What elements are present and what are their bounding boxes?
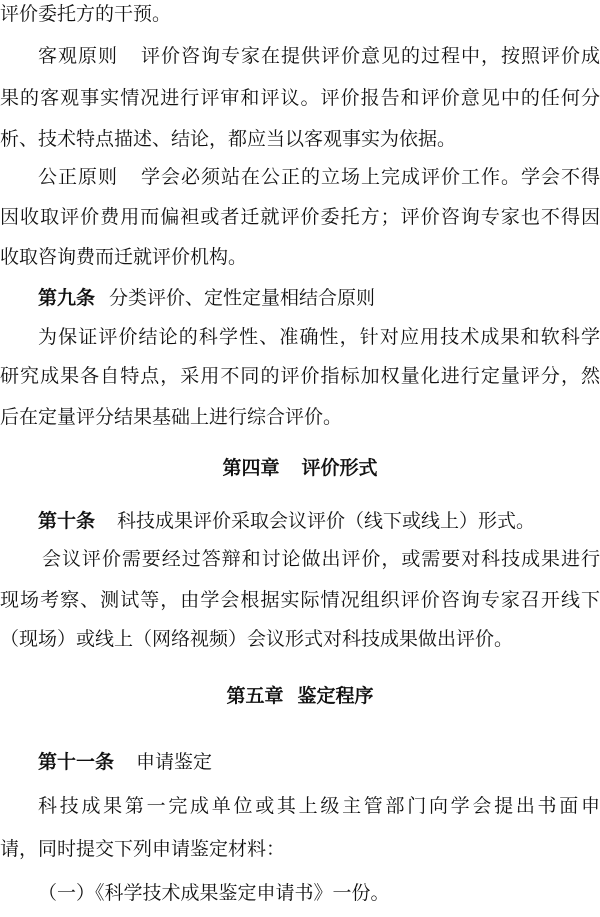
article-9-label: 第九条: [38, 287, 96, 309]
chapter-4-title: 评价形式: [301, 457, 378, 479]
article-11-line-2: 请，同时提交下列申请鉴定材料：: [0, 838, 286, 860]
objective-principle-label: 客观原则: [38, 45, 118, 67]
article-10-line-3: （现场）或线上（网络视频）会议形式对科技成果做出评价。: [0, 628, 514, 650]
chapter-5-number: 第五章: [226, 685, 284, 707]
article-10-line-2: 现场考察、测试等，由学会根据实际情况组织评价咨询专家召开线下: [0, 589, 600, 611]
chapter-5-heading: [0, 684, 600, 708]
article-10-heading: [0, 509, 600, 533]
fair-principle-line-2: 因收取评价费用而偏袒或者迁就评价委托方；评价咨询专家也不得因: [0, 206, 600, 228]
article-9-line-3: 后在定量评分结果基础上进行综合评价。: [0, 406, 343, 428]
article-9-title: 分类评价、定性定量相结合原则: [109, 287, 376, 309]
paragraph-line: 评价委托方的干预。: [0, 3, 172, 25]
article-9-line-1: 为保证评价结论的科学性、准确性，针对应用技术成果和软科学: [38, 326, 600, 348]
fair-principle-line-3: 收取咨询费而迁就评价机构。: [0, 246, 248, 268]
article-11-line-3: （一）《科学技术成果鉴定申请书》一份。: [38, 882, 390, 904]
article-11-heading: [0, 750, 600, 774]
article-11-title: 申请鉴定: [136, 751, 213, 773]
objective-principle-line-1: 客观原则 评价咨询专家在提供评价意见的过程中，按照评价成: [38, 45, 600, 67]
fair-principle-line-1: 公正原则 学会必须站在公正的立场上完成评价工作。学会不得: [38, 166, 600, 188]
fair-principle-label: 公正原则: [38, 166, 118, 188]
article-11-line-1: 科技成果第一完成单位或其上级主管部门向学会提出书面申: [38, 795, 600, 817]
objective-principle-line-3: 析、技术特点描述、结论，都应当以客观事实为依据。: [0, 128, 457, 150]
article-9-heading: [0, 286, 600, 310]
chapter-5-title: 鉴定程序: [297, 685, 374, 707]
article-11-label: 第十一条: [38, 751, 115, 773]
objective-principle-line-2: 果的客观事实情况进行评审和评议。评价报告和评价意见中的任何分: [0, 87, 600, 109]
article-10-label: 第十条: [38, 510, 96, 532]
article-10-line-1: 会议评价需要经过答辩和讨论做出评价，或需要对科技成果进行: [42, 548, 600, 570]
chapter-4-number: 第四章: [222, 457, 280, 479]
article-10-title: 科技成果评价采取会议评价（线下或线上）形式。: [117, 510, 536, 532]
chapter-4-heading: [0, 456, 600, 480]
article-9-line-2: 研究成果各自特点，采用不同的评价指标加权量化进行定量评分，然: [0, 365, 600, 387]
